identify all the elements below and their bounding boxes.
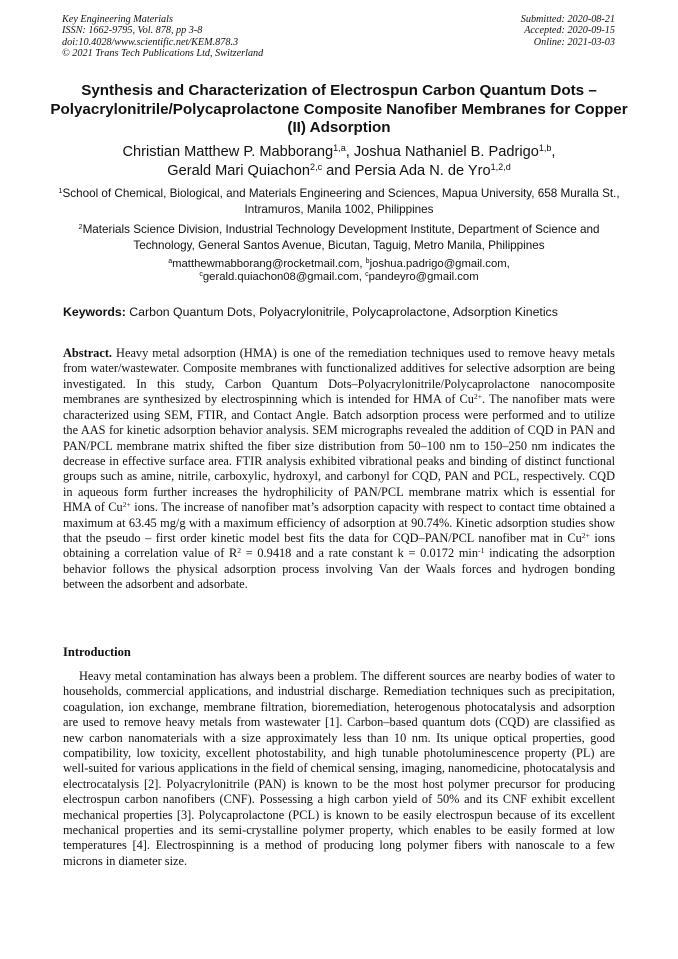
email-link[interactable]: joshua.padrigo@gmail.com	[369, 258, 507, 270]
affiliation-2	[56, 222, 622, 253]
keywords-text: Carbon Quantum Dots, Polyacrylonitrile, Polycaprolactone, Adsorption Kinetics	[129, 305, 558, 319]
abstract-label: Abstract.	[63, 346, 113, 360]
paper-title: Synthesis and Characterization of Electrospun Carbon Quantum Dots – Polyacrylonitrile/Polycaprolactone Composite Nanofiber Membranes for Copper (II) Adsorption	[50, 82, 628, 137]
affiliation-number: 2	[78, 222, 83, 232]
doi-line[interactable]: doi:10.4028/www.scientific.net/KEM.878.3	[62, 36, 239, 48]
abstract-text: Heavy metal adsorption (HMA) is one of the remediation techniques used to remove heavy metals from water/wastewater. Composite membranes with functionalized additives for selective adsorption are being investigated. In this study, Carbon Quantum Dots–Polyacrylonitrile/Polycaprolactone nanocomposite membranes are synthesized by electrospinning which is intended for HMA of Cu	[63, 346, 615, 407]
email-superscript: b	[365, 258, 370, 266]
author-superscript: 1,2,d	[490, 162, 511, 173]
author-superscript: 1,b	[538, 143, 552, 154]
email-link[interactable]: matthewmabborang@rocketmail.com	[172, 258, 360, 270]
abstract-superscript: 2+	[581, 530, 590, 540]
email-list: $^a$matthewmabborang@rocketmail.com, $^b$joshua.padrigo@gmail.com, $^c$gerald.quiachon08@gmail.com, $^c$pandeyro@gmail.com	[168, 258, 510, 284]
accepted-date: Accepted: 2020-09-15	[524, 25, 615, 37]
author-separator: ,	[551, 144, 556, 160]
author-name: Christian Matthew P. Mabborang	[122, 144, 334, 160]
author-separator: ,	[345, 144, 354, 160]
email-superscript: c	[365, 271, 369, 279]
author-name: Gerald Mari Quiachon	[167, 163, 311, 179]
author-separator: and	[322, 163, 355, 179]
abstract-superscript: 2	[237, 546, 242, 556]
affiliation-1	[56, 186, 622, 217]
email-superscript: a	[168, 258, 173, 266]
journal-header-left	[62, 14, 263, 60]
email-link[interactable]: pandeyro@gmail.com	[368, 271, 479, 284]
keywords-label: Keywords:	[63, 305, 126, 319]
author-superscript: 1,a	[333, 143, 346, 154]
affiliation-text: Materials Science Division, Industrial Technology Development Institute, Department of Science and Technology, General Santos Avenue, Bicutan, Taguig, Metro Manila, Philippines	[82, 223, 600, 252]
abstract-text: = 0.9418 and a rate constant k = 0.0172 min	[241, 546, 479, 561]
abstract-text: . The nanofiber mats were characterized using SEM, FTIR, and Contact Angle. Batch adsorption process were performed and to utilize the AAS for kinetic adsorption behavior analysis. SEM micrographs revealed the addition of CQD in PAN and PAN/PCL membrane matrix shifted the fiber size distribution from 50–100 nm to 150–250 nm indicates the decrease in effective surface area. FTIR analysis exhibited vibrational peaks and binding of distinct functional groups such as amine, nitrile, carboxylic, hydroxyl, and carbonyl for CQD, PAN and PCL, respectively. CQD in aqueous form further increases the hydrophilicity of PAN/PCL membrane matrix which is essential for HMA of Cu	[63, 392, 615, 515]
online-date: Online: 2021-03-03	[533, 36, 615, 48]
affiliation-text: School of Chemical, Biological, and Materials Engineering and Sciences, Mapua University, 658 Muralla St., Intramuros, Manila 1002, Philippines	[62, 187, 620, 216]
abstract-text: ions obtaining a correlation value of R	[63, 531, 615, 561]
abstract-superscript: -1	[478, 546, 485, 556]
abstract-text: indicating the adsorption behavior follows the physical adsorption process involving Van der Waals forces and hydrogen bonding between the adsorbent and adsorbate.	[63, 546, 616, 592]
abstract-text: ions. The increase of nanofiber mat’s adsorption capacity with respect to contact time obtained a maximum at 63.45 mg/g with a maximum efficiency of adsorption at 90.74%. Kinetic adsorption studies show that the pseudo – first order kinetic model best fits the data for CQD–PAN/PCL nanofiber mat in Cu	[63, 500, 615, 546]
email-superscript: c	[199, 271, 203, 279]
author-list	[40, 143, 638, 181]
submitted-date: Submitted: 2020-08-21	[520, 14, 615, 25]
issn-line: ISSN: 1662-9795, Vol. 878, pp 3-8	[62, 25, 203, 37]
journal-name: Key Engineering Materials	[62, 14, 173, 25]
introduction-paragraph: Heavy metal contamination has always been a problem. The different sources are nearby bodies of water to households, commercial applications, and industrial discharge. Remediation techniques such as precipitation, coagulation, ion exchange, membrane filtration, bioremediation, heterogenous photocatalysis and adsorption are used to remove heavy metals from wastewater [1]. Carbon–based quantum dots (CQD) are classified as new carbon nanomaterials with a size approximately less than 10 nm. Its unique optical properties, good compatibility, low toxicity, excellent photostability, and high tunable photoluminescence property (PL) are well-suited for various applications in the field of chemical sensing, imaging, nanomedicine, photocatalysis and electrocatalysis [2]. Polyacrylonitrile (PAN) is known to be the most host polymer precursor for producing electrospun carbon nanofibers (CNF). Possessing a high carbon yield of 50% and its CNF exhibit excellent mechanical properties [3]. Polycaprolactone (PCL) is known to be easily electrospun because of its excellent mechanical properties and its semi-crystalline polymer property, which enables to be easily formed at low temperatures [4]. Electrospinning is a method of producing long polymer fibers with nanoscale to a few microns in diameter size.	[63, 669, 615, 868]
email-link[interactable]: gerald.quiachon08@gmail.com	[202, 271, 359, 284]
author-name: Persia Ada N. de Yro	[354, 163, 491, 179]
keywords-line	[63, 305, 623, 320]
abstract-paragraph	[63, 346, 615, 593]
abstract-superscript: 2+	[473, 392, 483, 402]
introduction-heading: Introduction	[63, 645, 131, 659]
author-superscript: 2,c	[310, 162, 323, 173]
author-name: Joshua Nathaniel B. Padrigo	[353, 144, 539, 160]
abstract-superscript: 2+	[122, 500, 131, 510]
copyright-line: © 2021 Trans Tech Publications Ltd, Switzerland	[62, 48, 264, 60]
journal-header-right	[521, 14, 615, 48]
affiliation-number: 1	[58, 186, 63, 196]
